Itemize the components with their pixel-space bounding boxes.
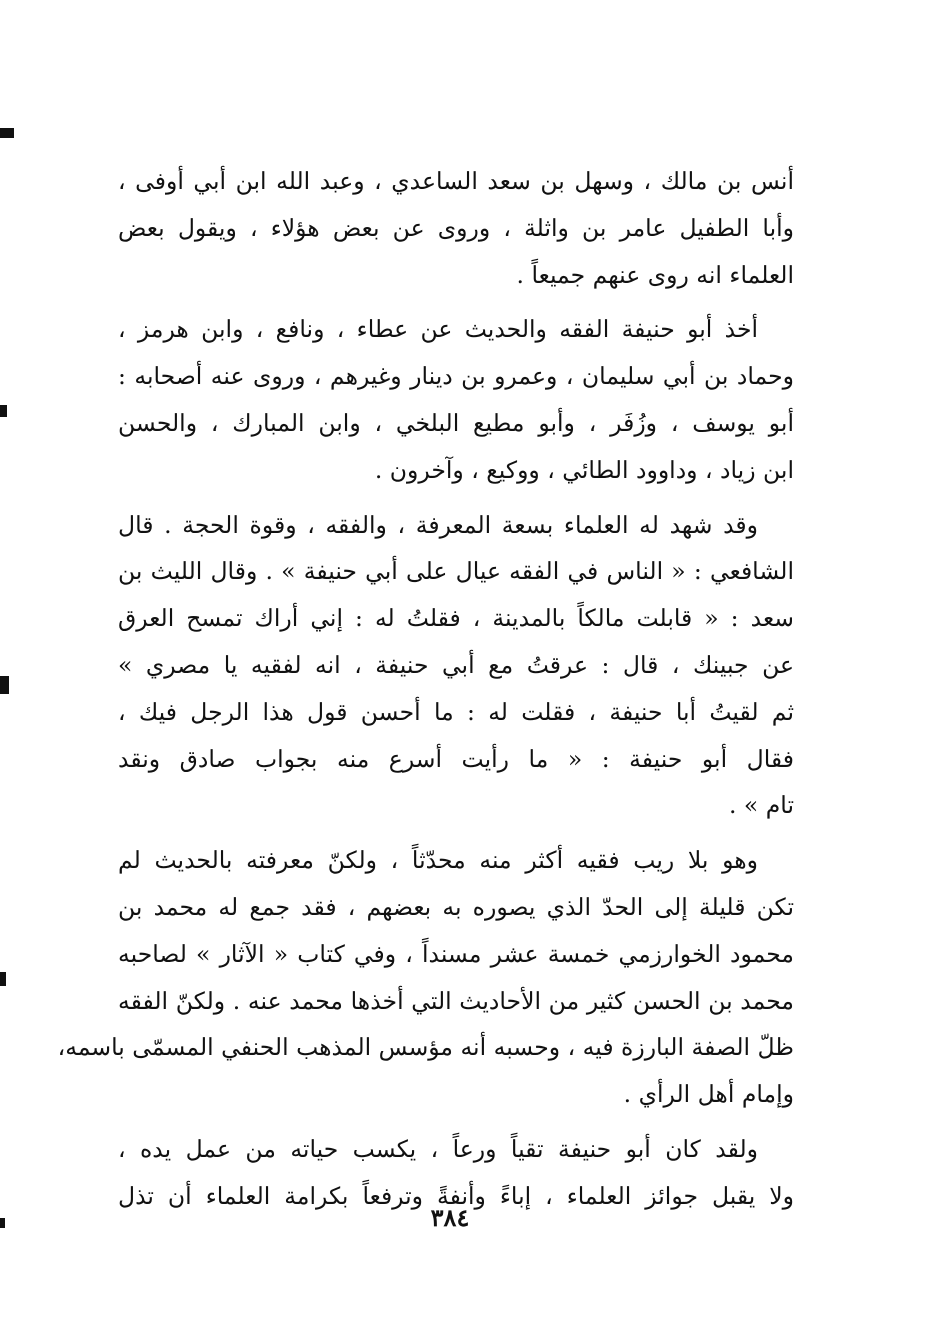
text-line: وحماد بن أبي سليمان ، وعمرو بن دينار وغيرهم ، وروى عنه أصحابه : [118,362,794,391]
margin-mark-1 [0,128,14,138]
page-number: ٣٨٤ [430,1203,470,1232]
text-line: تكن قليلة إلى الحدّ الذي يصوره به بعضهم ، فقد جمع له محمد بن [118,892,794,921]
text-line: الشافعي : « الناس في الفقه عيال على أبي حنيفة » . وقال الليث بن [118,557,794,586]
text-line: سعد : « قابلت مالكاً بالمدينة ، فقلتُ له : إني أراك تمسح العرق [118,604,794,633]
text-line: ابن زياد ، وداوود الطائي ، ووكيع ، وآخرون . [374,455,794,484]
text-line: محمود الخوارزمي خمسة عشر مسنداً ، وفي كتاب « الآثار » لصاحبه [118,939,794,968]
text-line: عن جبينك ، قال : عرقتُ مع أبي حنيفة ، انه لفقيه يا مصري » [118,650,794,679]
text-line: أخذ أبو حنيفة الفقه والحديث عن عطاء ، ونافع ، وابن هرمز ، [118,315,758,344]
text-line: وهو بلا ريب فقيه أكثر منه محدّثاً ، ولكنّ معرفته بالحديث لم [118,846,758,875]
text-line: فقال أبو حنيفة : « ما رأيت أسرع منه بجواب صادق ونقد [118,744,794,773]
paragraph-1 [118,158,794,298]
text-line: وأبا الطفيل عامر بن واثلة ، وروى عن بعض هؤلاء ، ويقول بعض [118,213,794,242]
text-line: ثم لقيتُ أبا حنيفة ، فقلت له : ما أحسن قول هذا الرجل فيك ، [118,697,794,726]
text-line: ولقد كان أبو حنيفة تقياً ورعاً ، يكسب حياته من عمل يده ، [118,1134,758,1163]
body-text [57,158,794,1220]
paragraph-4 [57,837,794,1118]
margin-mark-2 [0,405,7,417]
text-line: أبو يوسف ، وزُفَر ، وأبو مطيع البلخي ، وابن المبارك ، والحسن [118,408,794,437]
text-line: وقد شهد له العلماء بسعة المعرفة ، والفقه ، وقوة الحجة . قال [118,510,758,539]
text-line: وإمام أهل الرأي . [623,1080,794,1109]
text-line: محمد بن الحسن كثير من الأحاديث التي أخذها محمد عنه . ولكنّ الفقه [118,986,794,1015]
text-line: العلماء انه روى عنهم جميعاً . [516,260,794,289]
paragraph-2 [118,306,794,493]
text-line: ظلّ الصفة البارزة فيه ، وحسبه أنه مؤسس المذهب الحنفي المسمّى باسمه، [57,1033,794,1062]
margin-mark-3 [0,676,9,694]
paragraph-3 [118,502,794,830]
text-line: تام » . [728,791,794,820]
text-line: ولا يقبل جوائز العلماء ، إباءً وأنفةً وترفعاً بكرامة العلماء أن تذل [118,1181,794,1210]
margin-mark-4 [0,972,6,986]
text-line: أنس بن مالك ، وسهل بن سعد الساعدي ، وعبد الله ابن أبي أوفى ، [118,167,794,195]
